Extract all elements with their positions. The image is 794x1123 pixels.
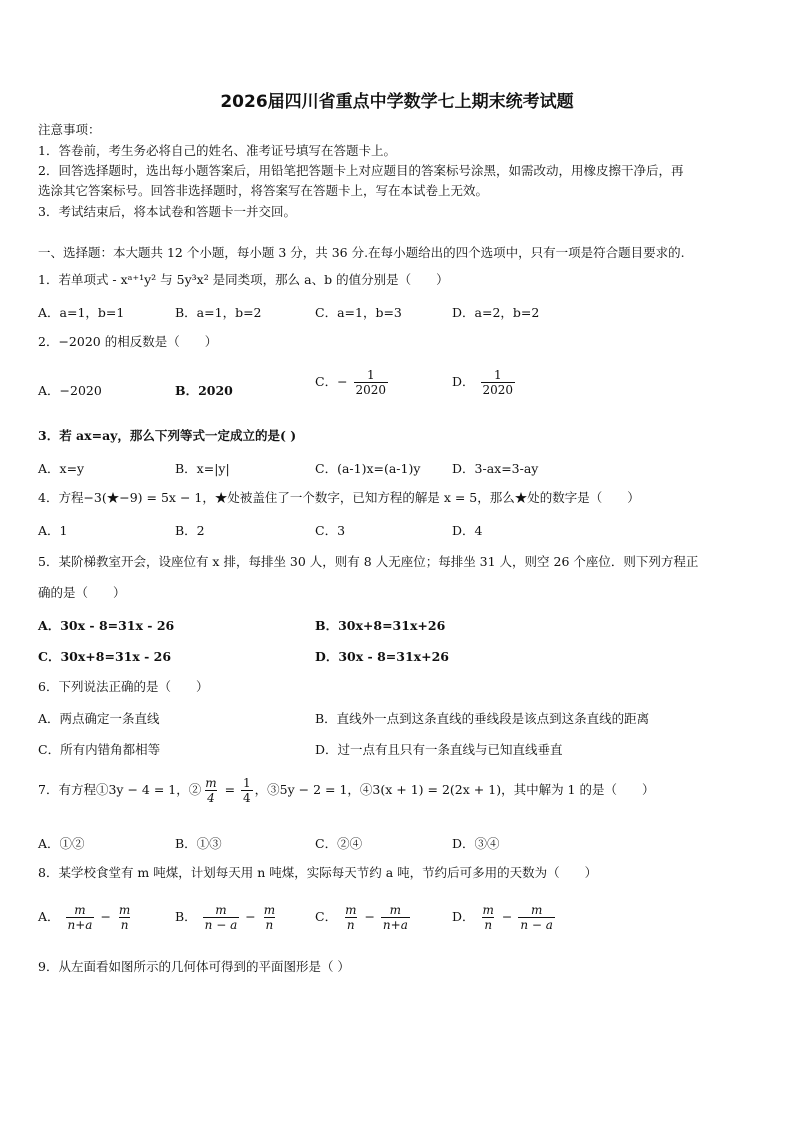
q7-option-a[interactable]: A．①②	[38, 836, 85, 851]
question-1-stem: 1．若单项式 - xᵃ⁺¹y² 与 5y³x² 是同类项，那么 a、b 的值分别是（ ）	[38, 272, 449, 287]
q5-option-c[interactable]: C．30x+8=31x - 26	[38, 649, 172, 664]
q8-option-d[interactable]: D． $\frac{m}{n}$ − $\frac{m}{n - a}$	[452, 903, 553, 932]
fraction: $\frac{1}{4}$	[243, 776, 251, 805]
question-7-stem: 7．有方程①3y − 4 = 1，② $\frac{m}{4}$ = $\frac{1}{4}$ ，③5y − 2 = 1，④3(x + 1) = 2(2x + 1)，其中解为 1 的是（ ）	[38, 776, 655, 805]
q5-option-d[interactable]: D．30x - 8=31x+26	[315, 649, 449, 664]
question-9-stem: 9．从左面看如图所示的几何体可得到的平面图形是（ ）	[38, 959, 350, 974]
q8-option-a[interactable]: A． $\frac{m}{n+a}$ − $\frac{m}{n}$	[38, 903, 131, 932]
notice-item: 选涂其它答案标号。回答非选择题时，将答案写在答题卡上，写在本试卷上无效。	[38, 183, 489, 198]
q4-option-a[interactable]: A．1	[38, 523, 68, 538]
fraction: $\frac{m}{n+a}$	[382, 903, 408, 932]
question-8-stem: 8．某学校食堂有 m 吨煤，计划每天用 n 吨煤，实际每天节约 a 吨，节约后可多用的天数为（ ）	[38, 865, 598, 880]
q1-option-d[interactable]: D．a=2，b=2	[452, 305, 540, 320]
fraction: $\frac{1}{2020}$	[355, 368, 387, 397]
q2-option-c-label: C．−	[315, 374, 348, 389]
q8-option-c[interactable]: C． $\frac{m}{n}$ − $\frac{m}{n+a}$	[315, 903, 408, 932]
q6-option-a[interactable]: A．两点确定一条直线	[38, 711, 160, 726]
q8-option-b[interactable]: B． $\frac{m}{n - a}$ − $\frac{m}{n}$	[175, 903, 276, 932]
q5-option-a[interactable]: A．30x - 8=31x - 26	[38, 618, 175, 633]
q1-option-b[interactable]: B．a=1，b=2	[175, 305, 262, 320]
notice-item: 3．考试结束后，将本试卷和答题卡一并交回。	[38, 204, 296, 219]
q7-option-c[interactable]: C．②④	[315, 836, 363, 851]
q6-option-b[interactable]: B．直线外一点到这条直线的垂线段是该点到这条直线的距离	[315, 711, 650, 726]
fraction: $\frac{m}{n - a}$	[204, 903, 238, 932]
notice-item: 1．答卷前，考生务必将自己的姓名、准考证号填写在答题卡上。	[38, 143, 396, 158]
q2-option-b[interactable]: B．2020	[175, 383, 233, 398]
q7-option-b[interactable]: B．①③	[175, 836, 222, 851]
q3-option-a[interactable]: A．x=y	[38, 461, 85, 476]
fraction: $\frac{m}{n}$	[263, 903, 276, 932]
q4-option-d[interactable]: D．4	[452, 523, 483, 538]
q3-option-d[interactable]: D．3-ax=3-ay	[452, 461, 539, 476]
question-3-stem: 3．若 ax=ay，那么下列等式一定成立的是( )	[38, 428, 297, 443]
q2-option-c[interactable]	[315, 368, 390, 397]
q2-option-a[interactable]: A．−2020	[38, 383, 102, 398]
question-5-stem-line2: 确的是（ ）	[38, 585, 126, 600]
question-5-stem-line1: 5．某阶梯教室开会，设座位有 x 排，每排坐 30 人，则有 8 人无座位；每排坐 31 人，则空 26 个座位．则下列方程正	[38, 554, 699, 569]
notice-item: 2．回答选择题时，选出每小题答案后，用铅笔把答题卡上对应题目的答案标号涂黑，如需改动，用橡皮擦干净后，再	[38, 163, 684, 178]
page-title: 2026届四川省重点中学数学七上期末统考试题	[220, 92, 574, 112]
q1-option-c[interactable]: C．a=1，b=3	[315, 305, 402, 320]
q2-option-d-label: D．	[452, 374, 475, 389]
q5-option-b[interactable]: B．30x+8=31x+26	[315, 618, 446, 633]
q2-option-d[interactable]	[452, 368, 517, 397]
q1-option-a[interactable]: A．a=1，b=1	[38, 305, 125, 320]
section-heading: 一、选择题：本大题共 12 个小题，每小题 3 分，共 36 分.在每小题给出的四个选项中，只有一项是符合题目要求的.	[38, 245, 685, 260]
fraction: $\frac{m}{n - a}$	[520, 903, 553, 932]
question-2-stem: 2．−2020 的相反数是（ ）	[38, 334, 218, 349]
q3-option-b[interactable]: B．x=|y|	[175, 461, 230, 476]
fraction: $\frac{1}{2020}$	[482, 368, 514, 397]
q7-option-d[interactable]: D．③④	[452, 836, 500, 851]
question-4-stem: 4．方程−3(★−9) = 5x − 1，★处被盖住了一个数字，已知方程的解是 x = 5，那么★处的数字是（ ）	[38, 490, 640, 505]
fraction: $\frac{m}{4}$	[205, 776, 217, 805]
fraction: $\frac{m}{n}$	[345, 903, 357, 932]
q6-option-c[interactable]: C．所有内错角都相等	[38, 742, 161, 757]
q3-option-c[interactable]: C．(a-1)x=(a-1)y	[315, 461, 421, 476]
fraction: $\frac{m}{n+a}$	[67, 903, 93, 932]
fraction: $\frac{m}{n}$	[482, 903, 494, 932]
q6-option-d[interactable]: D．过一点有且只有一条直线与已知直线垂直	[315, 742, 563, 757]
q4-option-c[interactable]: C．3	[315, 523, 346, 538]
q4-option-b[interactable]: B．2	[175, 523, 205, 538]
question-6-stem: 6．下列说法正确的是（ ）	[38, 679, 209, 694]
notice-heading: 注意事项：	[38, 122, 101, 137]
fraction: $\frac{m}{n}$	[118, 903, 131, 932]
